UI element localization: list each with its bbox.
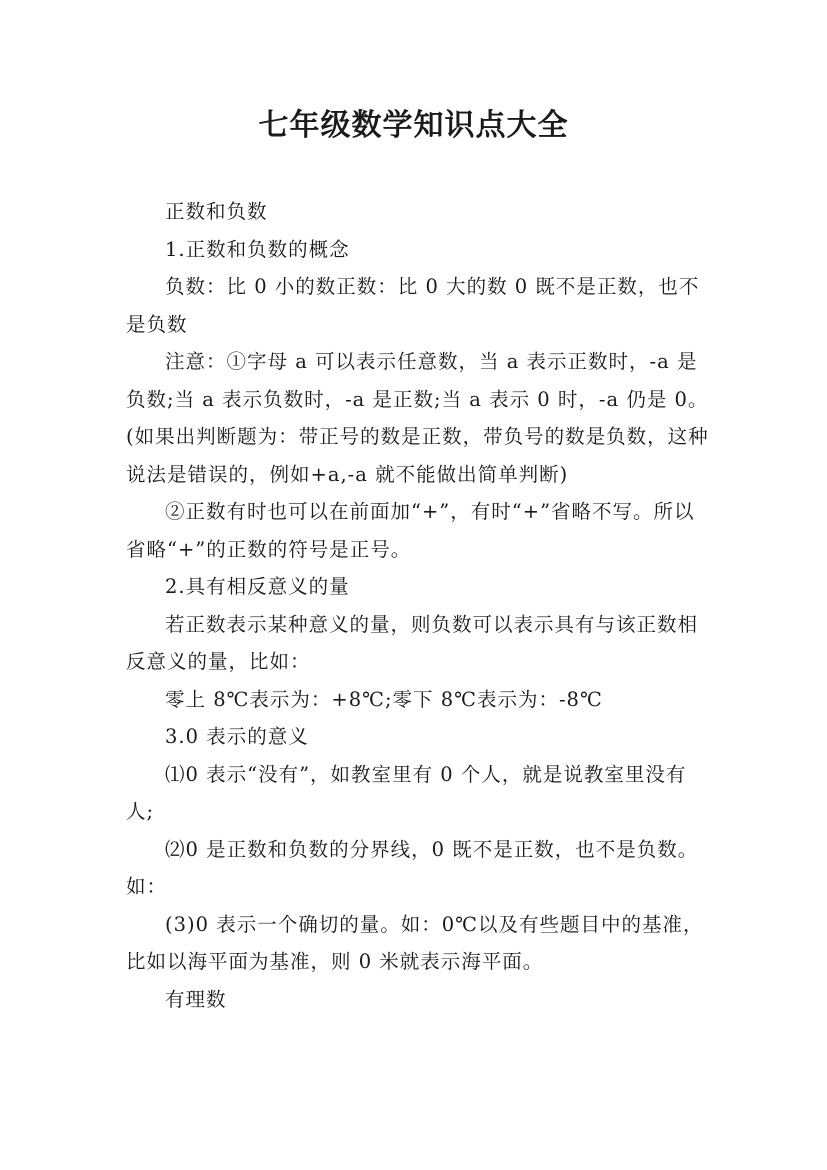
- section-2-heading: 2.具有相反意义的量: [165, 575, 350, 598]
- section-1-heading: 1.正数和负数的概念: [165, 237, 350, 261]
- note-paragraph: 注意：①字母 a 可以表示任意数，当 a 表示正数时，-a 是负数;当 a 表示负数时，-a 是正数;当 a 表示 0 时，-a 仍是 0。(如果出判断题为：带正号的数是正数，带负号的数是负数，这种说法是错误的，例如+a,-a 就不能做出简单判断): [126, 350, 709, 486]
- document-body: [126, 193, 712, 1018]
- heading-rational-numbers: 有理数: [165, 987, 227, 1011]
- heading-positive-negative: 正数和负数: [165, 200, 268, 223]
- zero-meaning-1: ⑴0 表示“没有”，如教室里有 0 个人，就是说教室里没有人;: [126, 762, 687, 823]
- zero-meaning-2: ⑵0 是正数和负数的分界线，0 既不是正数，也不是负数。如：: [126, 837, 699, 898]
- definition-paragraph: 负数：比 0 小的数正数：比 0 大的数 0 既不是正数，也不是负数: [126, 275, 700, 336]
- zero-meaning-3: (3)0 表示一个确切的量。如：0℃以及有些题目中的基准，比如以海平面为基准，则 0 米就表示海平面。: [126, 912, 704, 973]
- section-3-heading: 3.0 表示的意义: [165, 725, 309, 748]
- document-title: 七年级数学知识点大全: [258, 108, 569, 143]
- opposite-meaning-paragraph: 若正数表示某种意义的量，则负数可以表示具有与该正数相反意义的量，比如：: [126, 612, 699, 673]
- note-2-paragraph: ②正数有时也可以在前面加“+”，有时“+”省略不写。所以省略“+”的正数的符号是正号。: [126, 500, 695, 561]
- temperature-example: 零上 8℃表示为：+8℃;零下 8℃表示为：-8℃: [165, 687, 603, 711]
